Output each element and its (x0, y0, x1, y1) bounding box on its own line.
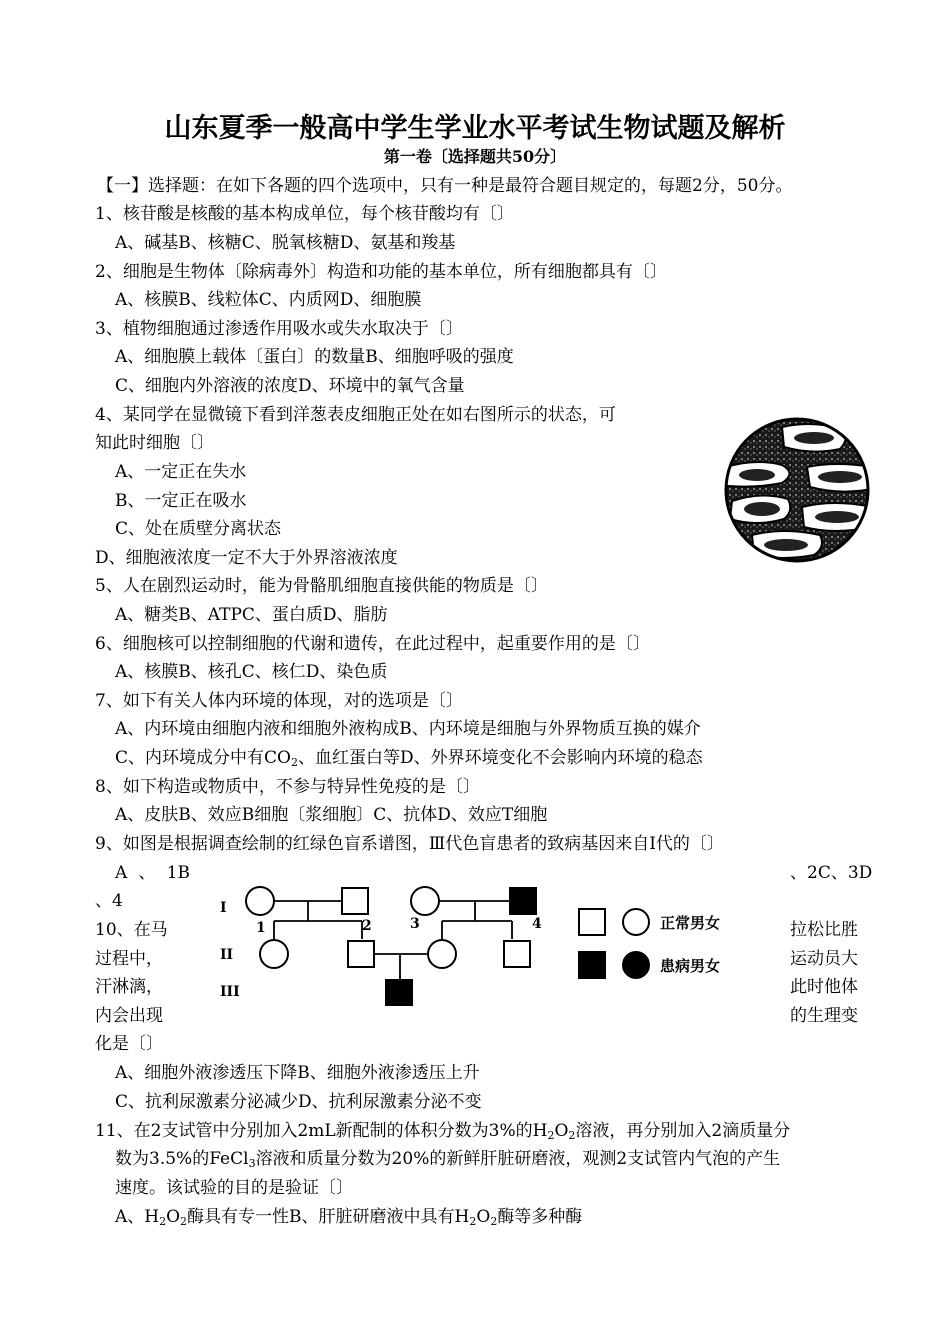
microscope-cell-image (722, 415, 872, 565)
q4-option-a: A、一定正在失水 (115, 462, 247, 482)
legend-normal-female (623, 909, 649, 935)
q11-stem-2a: 数为3.5%的FeCl (115, 1149, 249, 1169)
q10-right-1: 拉松比胜 (790, 920, 858, 940)
q9-a-val: 1B (166, 863, 190, 883)
q9-a-label: A (115, 863, 128, 883)
q10-right-3: 此时他体 (790, 977, 858, 997)
q8-options: A、皮肤B、效应B细胞〔浆细胞〕C、抗体D、效应T细胞 (115, 805, 548, 825)
q2-options: A、核膜B、线粒体C、内质网D、细胞膜 (115, 290, 422, 310)
q1-stem: 1、核苷酸是核酸的基本构成单位，每个核苷酸均有〔〕 (95, 204, 514, 224)
q11-stem-1a: 11、在2支试管中分别加入2mL新配制的体积分数为3%的 (95, 1121, 533, 1141)
q9-options-right: 、2C、3D (790, 863, 873, 883)
q9-stem: 9、如图是根据调查绘制的红绿色盲系谱图，Ⅲ代色盲患者的致病基因来自Ⅰ代的〔〕 (95, 834, 724, 854)
q5-options: A、糖类B、ATPC、蛋白质D、脂肪 (115, 605, 388, 625)
q10-left-5: 化是〔〕 (95, 1034, 163, 1054)
q11-stem-3: 速度。该试验的目的是验证〔〕 (115, 1178, 353, 1198)
individual-I2 (342, 888, 368, 914)
individual-II4 (504, 941, 530, 967)
q4-option-d: D、细胞液浓度一定不大于外界溶液浓度 (95, 548, 398, 568)
gen-label-I: I (220, 900, 227, 916)
q10-options-2: C、抗利尿激素分泌减少D、抗利尿激素分泌不变 (115, 1092, 482, 1112)
individual-I3 (411, 887, 439, 915)
q2-stem: 2、细胞是生物体〔除病毒外〕构造和功能的基本单位，所有细胞都具有〔〕 (95, 262, 667, 282)
page-subtitle: 第一卷〔选择题共50分〕 (383, 147, 567, 166)
individual-II2 (348, 941, 374, 967)
q11-opt-a: A、H (115, 1207, 160, 1227)
q10-left-3: 汗淋漓， (95, 977, 163, 997)
legend-affected-male (579, 952, 605, 978)
q11-stem-2b: 溶液和质量分数为20%的新鲜肝脏研磨液，观测2支试管内气泡的产生 (255, 1149, 781, 1169)
legend-affected-female (623, 952, 649, 978)
section-intro: 【一】选择题：在如下各题的四个选项中，只有一种是最符合题目规定的，每题2分，50分。 (97, 176, 793, 196)
pedigree-chart (212, 876, 782, 1006)
num-1: 1 (256, 920, 266, 936)
q11-stem-1: 11、在2支试管中分别加入2mL新配制的体积分数为3%的$H_2O_2$溶液，再分别加入2滴质量分 (95, 1121, 791, 1142)
q4-stem-2: 知此时细胞〔〕 (95, 433, 214, 453)
individual-II3 (428, 940, 456, 968)
num-3: 3 (410, 916, 420, 932)
legend-normal-male (579, 909, 605, 935)
individual-II1 (260, 940, 288, 968)
legend-affected-label: 患病男女 (660, 957, 721, 975)
q4-option-b: B、一定正在吸水 (115, 491, 247, 511)
num-4: 4 (532, 916, 542, 932)
q1-options: A、碱基B、核糖C、脱氧核糖D、氨基和羧基 (115, 233, 456, 253)
num-2: 2 (362, 918, 372, 934)
q9-options-cont: 、4 (95, 891, 123, 911)
q11-stem-2: 数为3.5%的FeCl$_3$溶液和质量分数为20%的新鲜肝脏研磨液，观测2支试管内气泡的产生 (115, 1149, 781, 1170)
q3-options-1: A、细胞膜上载体〔蛋白〕的数量B、细胞呼吸的强度 (115, 347, 514, 367)
q11-options: A、$H_2O_2$酶具有专一性B、肝脏研磨液中具有$H_2O_2$酶等多种酶 (115, 1207, 583, 1228)
page-title: 山东夏季一般高中学生学业水平考试生物试题及解析 (164, 113, 786, 144)
gen-label-III: III (220, 984, 240, 1000)
q10-left-1: 10、在马 (95, 920, 168, 940)
q8-stem: 8、如下构造或物质中，不参与特异性免疫的是〔〕 (95, 777, 480, 797)
q6-options: A、核膜B、核孔C、核仁D、染色质 (115, 662, 388, 682)
q10-right-4: 的生理变 (790, 1006, 858, 1026)
q7-options-2: C、内环境成分中有$CO_2$、血红蛋白等D、外界环境变化不会影响内环境的稳态 (115, 748, 703, 769)
q9-options-left (115, 862, 190, 884)
q4-stem-1: 4、某同学在显微镜下看到洋葱表皮细胞正处在如右图所示的状态，可 (95, 405, 616, 425)
q10-right-2: 运动员大 (790, 949, 858, 969)
individual-I1 (246, 887, 274, 915)
q10-options-1: A、细胞外液渗透压下降B、细胞外液渗透压上升 (115, 1063, 480, 1083)
q5-stem: 5、人在剧烈运动时，能为骨骼肌细胞直接供能的物质是〔〕 (95, 576, 548, 596)
individual-I4 (510, 888, 536, 914)
q3-stem: 3、植物细胞通过渗透作用吸水或失水取决于〔〕 (95, 319, 463, 339)
legend-normal-label: 正常男女 (660, 914, 721, 932)
q9-a-sep: 、 (138, 863, 156, 883)
q7-options-1: A、内环境由细胞内液和细胞外液构成B、内环境是细胞与外界物质互换的媒介 (115, 719, 701, 739)
q11-opt-b: 酶具有专一性B、肝脏研磨液中具有H (187, 1207, 470, 1227)
q11-opt-c: 酶等多种酶 (497, 1207, 583, 1227)
individual-III1 (386, 980, 412, 1006)
q4-option-c: C、处在质壁分离状态 (115, 519, 282, 539)
q6-stem: 6、细胞核可以控制细胞的代谢和遗传，在此过程中，起重要作用的是〔〕 (95, 634, 650, 654)
gen-label-II: II (220, 947, 234, 963)
q10-left-4: 内会出现 (95, 1006, 163, 1026)
q3-options-2: C、细胞内外溶液的浓度D、环境中的氧气含量 (115, 376, 465, 396)
q11-stem-1b: 溶液，再分别加入2滴质量分 (575, 1121, 791, 1141)
q7-stem: 7、如下有关人体内环境的体现，对的选项是〔〕 (95, 691, 463, 711)
q10-left-2: 过程中， (95, 949, 163, 969)
